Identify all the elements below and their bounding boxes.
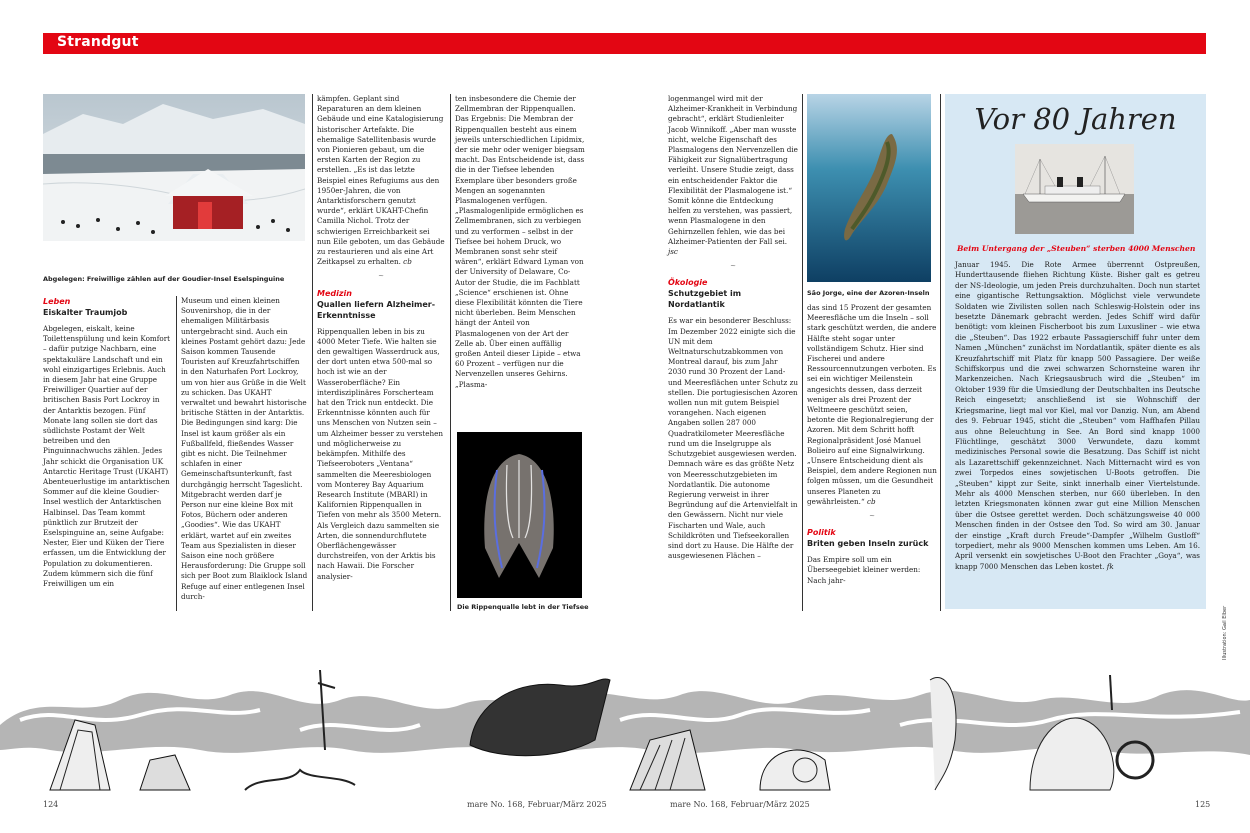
headline-quallen: Quallen liefern Alzheimer-Erkenntnisse	[317, 299, 436, 320]
article-col4	[455, 94, 586, 390]
illustration-credit: Illustration: Gail Elber	[1222, 605, 1228, 660]
island-photo	[807, 94, 931, 282]
article-text: Museum und einen kleinen Souvenirshop, die in der ehemaligen Militärbasis untergebracht sind. Auch ein kleines Postamt gehört dazu: Jede Saison kommen Tausende Touristen auf Kreuzfahrtschiffen in den Naturhafen Port Lockroy, um von hier aus Grüße in die Welt zu schicken. Das UKAHT verwaltet und bewahrt historische britische Stätten in der Antarktis. Die Bedingungen sind karg: Die Insel ist kaum größer als ein Fußballfeld, fließendes Wasser gibt es nicht. Die Teilnehmer schlafen in einer Gemeinschaftsunterkunft, fast durchgängig herrscht Tageslicht. Mitgebracht werden darf je Person nur eine kleine Box mit Fotos, Büchern oder anderen „Goodies“. Wie das UKAHT erklärt, wartet auf ein zweites Team aus Spezialisten in dieser Saison eine noch größere Herausforderung: Die Gruppe soll sich per Boot zum Blaiklock Island Refuge auf einer entlegenen Insel durch-	[181, 296, 308, 601]
photo-caption: Abgelegen: Freiwillige zählen auf der Goudier-Insel Eselspinguine	[43, 275, 285, 283]
section-banner	[43, 33, 1206, 54]
anniversary-sidebar	[945, 94, 1206, 609]
kicker-oekologie: Ökologie	[668, 278, 708, 288]
page-number-left: 124	[43, 800, 59, 809]
article-leben-col2	[181, 296, 308, 602]
issue-footer-left: mare No. 168, Februar/März 2025	[467, 800, 607, 809]
ornament-divider: ~	[869, 512, 875, 521]
article-text: ten insbesondere die Chemie der Zellmembran der Rippenquallen. Das Ergebnis: Die Membran der Rippenquallen besteht aus einem jeweils unterschiedlichen Lipidmix, der sie mehr oder weniger biegsam macht. Das Entscheidende ist, dass die in der Tiefsee lebenden Exemplare über besonders große Mengen an sogenannten Plasmalogenen verfügen. „Plasmalogenlipide ermöglichen es Zellmembranen, sich zu verbiegen und zu verformen – selbst in der Tiefsee bei hohem Druck, wo Membranen sonst sehr steif wären“, erklärt Edward Lyman von der University of Delaware, Co-Autor der Studie, die im Fachblatt „Science“ erschienen ist. Ohne diese Flexibilität könnten die Tiere nicht überleben. Beim Menschen hängt der Anteil von Plasmalogenen von der Art der Zelle ab. Über einen auffällig großen Anteil dieser Lipide – etwa 60 Prozent – verfügen nur die Nervenzellen unseres Gehirns. „Plasma-	[455, 94, 585, 389]
issue-footer-right: mare No. 168, Februar/März 2025	[670, 800, 810, 809]
article-text: das sind 15 Prozent der gesamten Meeresfläche um die Inseln – soll stark geschützt werden, die andere Hälfte steht sogar unter vollständigem Schutz. Hier sind Fischerei und andere Ressourcennutzungen verboten. Es sei ein wichtiger Meilenstein angesichts dessen, dass derzeit weniger als drei Prozent der Weltmeere geschützt seien, betonte die Regionalregierung der Azoren. Mit dem Schritt hofft Regionalpräsident José Manuel Bolieiro auf eine Signalwirkung. „Unsere Entscheidung dient als Beispiel, dem andere Regionen nun folgen müssen, um die Gesundheit unseres Planeten zu gewährleisten.“	[807, 303, 937, 506]
sidebar-subtitle: Beim Untergang der „Steuben“ sterben 4000 Menschen	[957, 244, 1196, 253]
article-text: kämpfen. Geplant sind Reparaturen an dem kleinen Gebäude und eine Katalogisierung historischer Artefakte. Die ehemalige Satellitenbasis wurde von Pionieren gebaut, um die ersten Karten der Region zu erstellen. „Es ist das letzte Beispiel eines Refugiums aus den 1950er-Jahren, die von Antarktisforschern genutzt wurde“, erklärt UKAHT-Chefin Camilla Nichol. Trotz der schwierigen Erreichbarkeit sei nun Eile geboten, um das Gebäude zu restaurieren und als eine Art Zeitkapsel zu erhalten.	[317, 94, 445, 267]
headline-briten: Briten geben Inseln zurück	[807, 539, 929, 549]
article-leben-col1	[43, 296, 172, 589]
author-initials: cb	[866, 496, 876, 506]
column-rule	[176, 296, 177, 611]
article-text: Abgelegen, eiskalt, keine Toilettenspülung und kein Komfort – dafür putzige Nachbarn, eine spektakuläre Landschaft und ein wohl einzigartiges Erlebnis. Auch in diesem Jahr hat eine Gruppe Freiwilliger Quartier auf der britischen Basis Port Lockroy in der Antarktis bezogen. Fünf Monate lang sollen sie dort das südlichste Postamt der Welt betreiben und den Pinguinnachwuchs zählen. Jedes Jahr schickt die Organisation UK Antarctic Heritage Trust (UKAHT) Abenteuerlustige im antarktischen Sommer auf die kleine Goudier-Insel westlich der Antarktischen Halbinsel. Das Team kommt pünktlich zur Brutzeit der Eselspinguine an, seine Aufgabe: Nester, Eier und Küken der Tiere erfassen, um die Entwicklung der Population zu dokumentieren. Zudem kümmern sich die fünf Freiwilligen um ein	[43, 324, 171, 589]
article-right-col1	[668, 94, 798, 561]
kicker-politik: Politik	[807, 528, 836, 538]
antarctic-hut-photo	[43, 94, 305, 241]
sidebar-title: Vor 80 Jahren	[974, 102, 1177, 136]
article-right-col2	[807, 303, 937, 586]
author-initials: fk	[1106, 561, 1114, 571]
column-rule	[940, 94, 941, 611]
article-text: Es war ein besonderer Beschluss: Im Dezember 2022 einigte sich die UN mit dem Weltnaturschutzabkommen von Montreal darauf, bis zum Jahr 2030 rund 30 Prozent der Land- und Meeresflächen unter Schutz zu stellen. Die portugiesischen Azoren wollen nun mit gutem Beispiel vorangehen. Nach eigenen Angaben sollen 287 000 Quadratkilometer Meeresfläche rund um die Inselgruppe als Schutzgebiet ausgewiesen werden. Demnach wäre es das größte Netz von Meeresschutzgebieten im Nordatlantik. Die autonome Regierung verweist in ihrer Begründung auf die Artenvielfalt in den Gewässern. Nicht nur viele Fischarten und Wale, auch Schildkröten und Tiefseekorallen sind dort zu Hause. Die Hälfte der ausgewiesenen Flächen –	[668, 316, 798, 561]
column-rule	[802, 94, 803, 611]
column-rule	[312, 94, 313, 611]
steuben-ship-photo	[1015, 144, 1134, 234]
headline-eiskalter-traumjob: Eiskalter Traumjob	[43, 308, 128, 317]
sea-illustration	[0, 655, 1250, 795]
page-number-right: 125	[1195, 800, 1211, 809]
politics-article-text: Das Empire soll um ein Überseegebiet kleiner werden: Nach jahr-	[807, 555, 921, 585]
jellyfish-photo	[457, 432, 582, 598]
headline-schutzgebiet: Schutzgebiet im Nordatlantik	[668, 289, 742, 310]
sidebar-text: Januar 1945. Die Rote Armee überrennt Ostpreußen, Hunderttausende fliehen Richtung Küste. Bisher galt es getreu der NS-Ideologie, um jeden Preis durchzuhalten. Doch nun startet eine gigantische Rettungsaktion. Möglichst viele verwundete Soldaten wie Zivilisten sollen nach Schleswig-Holstein oder ins besetzte Dänemark gebracht werden. Jedes Schiff wird dafür benötigt: vom kleinen Fischerboot bis zum Luxusliner – wie etwa die „Steuben“. Das 1922 erbaute Passagierschiff fuhr unter dem Namen „München“ zunächst im Nordatlantik, später diente es als Kreuzfahrtschiff mit Platz für knapp 500 Passagiere. Der weiße Schiffskorpus und die zwei schwarzen Schornsteine waren ihr Markenzeichen. Nach Kriegsausbruch wird die „Steuben“ im Oktober 1939 für die Umsiedlung der Deutschbalten ins Deutsche Reich eingesetzt; anschließend ist sie Wohnschiff der Kriegsmarine, liegt mal vor Kiel, mal vor Danzig. Nun, am Abend des 9. Februar 1945, sticht die „Steuben“ vom Haffhafen Pillau aus ohne Beleuchtung in See. An Bord sind knapp 1000 Flüchtlinge, geschätzt 3000 Verwundete, dazu kommt medizinisches Personal sowie die Besatzung. Das Schiff ist nicht als Lazarettschiff gekennzeichnet. Nach Mitternacht wird es von zwei Torpedos eines sowjetischen U-Boots getroffen. Die „Steuben“ kippt zur Seite, sinkt innerhalb einer Viertelstunde. Mehr als 4000 Menschen sterben, nur 660 überleben. In den letzten Kriegsmonaten können zwar gut eine Million Menschen über die Ostsee gerettet werden. Doch schätzungsweise 40 000 Menschen finden in der Ostsee den Tod. So wird am 30. Januar der einstige „Kraft durch Freude“-Dampfer „Wilhelm Gustloff“ torpediert, mehr als 9000 Menschen kommen ums Leben. Am 16. April versenkt ein sowjetisches U-Boot den Frachter „Goya“, was knapp 7000 Menschen das Leben kostet.	[955, 260, 1200, 571]
author-initials: jsc	[668, 247, 678, 257]
author-initials: cb	[403, 257, 412, 267]
article-text: Rippenquallen leben in bis zu 4000 Meter Tiefe. Wie halten sie den gewaltigen Wasserdruck aus, der dort unten etwa 500-mal so hoch ist wie an der Wasseroberfläche? Ein interdisziplinäres Forscherteam hat den Trick nun entdeckt. Die Erkenntnisse könnten auch für uns Menschen von Nutzen sein – um Alzheimer besser zu verstehen und möglicherweise zu bekämpfen. Mithilfe des Tiefseeroboters „Ventana“ sammelten die Meeresbiologen vom Monterey Bay Aquarium Research Institute (MBARI) in Kalifornien Rippenquallen in Tiefen von mehr als 3500 Metern. Als Vergleich dazu sammelten sie Arten, die sonnendurchflutete Oberflächengewässer durchstreifen, von der Arktis bis nach Hawaii. Die Forscher analysier-	[317, 326, 443, 581]
sidebar-body	[955, 260, 1200, 572]
island-caption: São Jorge, eine der Azoren-Inseln	[807, 289, 930, 297]
ornament-divider: ~	[730, 262, 736, 271]
kicker-leben: Leben	[43, 297, 71, 306]
jellyfish-caption: Die Rippenqualle lebt in der Tiefsee	[457, 603, 589, 611]
article-text: logenmangel wird mit der Alzheimer-Krankheit in Verbindung gebracht“, erklärt Studienleiter Jacob Winnikoff. „Aber man wusste nicht, welche Eigenschaft des Plasmalogens den Nervenzellen die Fähigkeit zur Signalübertragung verleiht. Unsere Studie zeigt, dass ein entscheidender Faktor die Flexibilität der Plasmalogene ist.“ Somit könne die Entdeckung helfen zu verstehen, was passiert, wenn Plasmalogene in den Gehirnzellen fehlen, wie das bei Alzheimer-Patienten der Fall sei.	[668, 94, 798, 246]
article-col3	[317, 94, 445, 582]
column-rule	[450, 94, 451, 611]
ornament-divider: ~	[378, 272, 384, 281]
section-title: Strandgut	[57, 34, 139, 50]
kicker-medizin: Medizin	[317, 288, 352, 298]
